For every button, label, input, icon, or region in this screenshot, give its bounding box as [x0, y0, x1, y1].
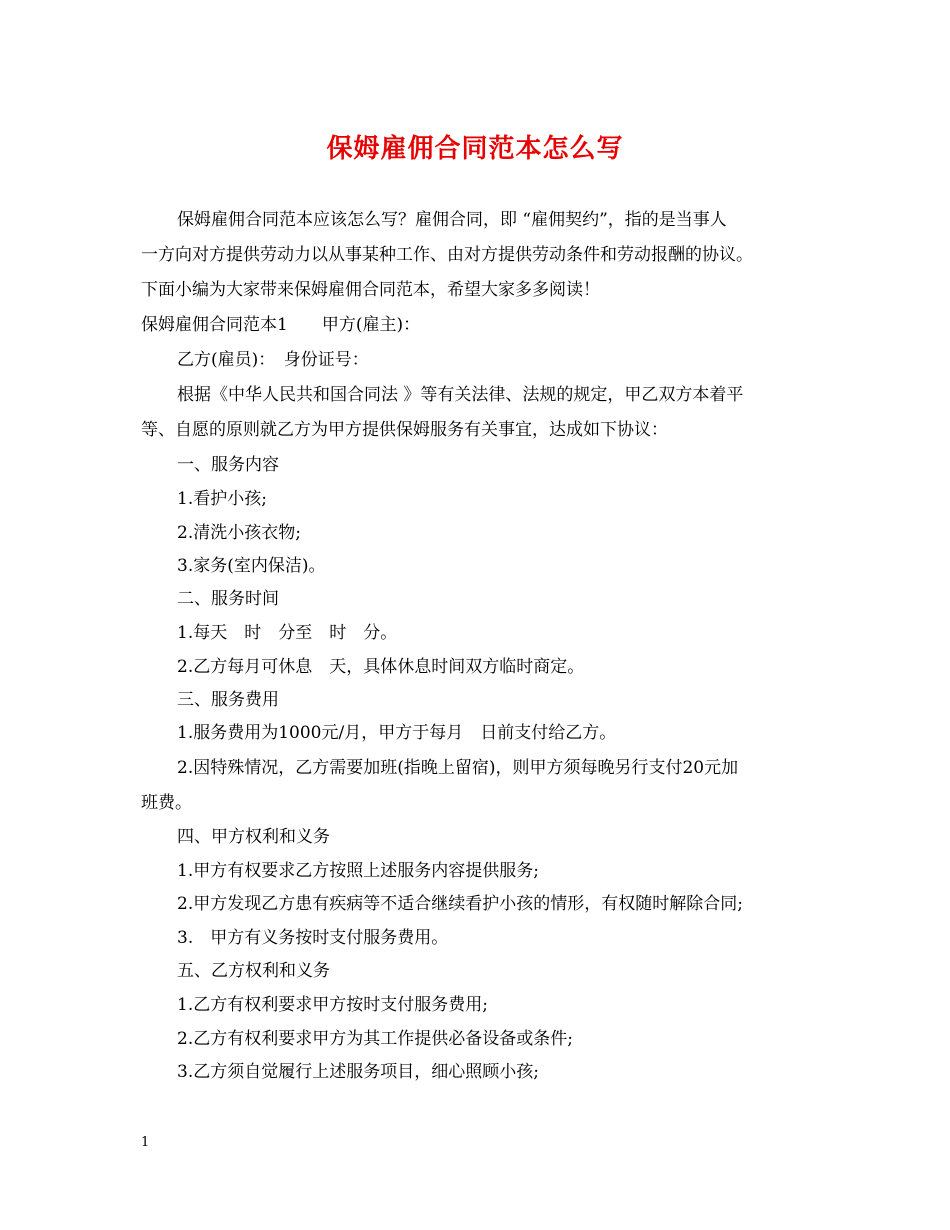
- list-item: 2.因特殊情况，乙方需要加班(指晚上留宿)，则甲方须每晚另行支付20元加: [177, 758, 739, 778]
- list-item: 1.甲方有权要求乙方按照上述服务内容提供服务;: [177, 861, 539, 881]
- body-line: 根据《中华人民共和国合同法 》等有关法律、法规的规定，甲乙双方本着平: [177, 385, 744, 405]
- section-heading: 五、乙方权利和义务: [177, 961, 330, 981]
- list-item: 2.乙方每月可休息 天，具体休息时间双方临时商定。: [177, 657, 585, 677]
- list-item: 1.每天 时 分至 时 分。: [177, 623, 398, 643]
- body-line: 下面小编为大家带来保姆雇佣合同范本，希望大家多多阅读！: [141, 280, 600, 300]
- list-item: 3.乙方须自觉履行上述服务项目，细心照顾小孩;: [177, 1062, 539, 1082]
- list-item: 1.看护小孩;: [177, 489, 267, 509]
- list-item: 3.家务(室内保洁)。: [177, 556, 326, 576]
- body-line: 等、自愿的原则就乙方为甲方提供保姆服务有关事宜，达成如下协议：: [141, 420, 668, 440]
- section-heading: 三、服务费用: [177, 690, 279, 710]
- list-item: 1.乙方有权利要求甲方按时支付服务费用;: [177, 995, 488, 1015]
- body-line: 乙方(雇员)： 身份证号：: [177, 350, 369, 370]
- body-line: 一方向对方提供劳动力以从事某种工作、由对方提供劳动条件和劳动报酬的协议。: [141, 245, 753, 265]
- section-heading: 二、服务时间: [177, 589, 279, 609]
- list-item: 1.服务费用为1000元/月，甲方于每月 日前支付给乙方。: [177, 723, 617, 743]
- section-heading: 一、服务内容: [177, 455, 279, 475]
- page-number: 1: [141, 1135, 150, 1150]
- body-line: 保姆雇佣合同范本应该怎么写？雇佣合同，即 “雇佣契约”，指的是当事人: [177, 210, 727, 230]
- section-heading: 四、甲方权利和义务: [177, 827, 330, 847]
- list-item: 3. 甲方有义务按时支付服务费用。: [177, 928, 449, 948]
- document-title: 保姆雇佣合同范本怎么写: [326, 134, 624, 164]
- body-line: 保姆雇佣合同范本1 甲方(雇主)：: [141, 315, 421, 335]
- body-line: 班费。: [141, 793, 192, 813]
- list-item: 2.乙方有权利要求甲方为其工作提供必备设备或条件;: [177, 1029, 573, 1049]
- list-item: 2.清洗小孩衣物;: [177, 523, 301, 543]
- list-item: 2.甲方发现乙方患有疾病等不适合继续看护小孩的情形，有权随时解除合同;: [177, 894, 743, 914]
